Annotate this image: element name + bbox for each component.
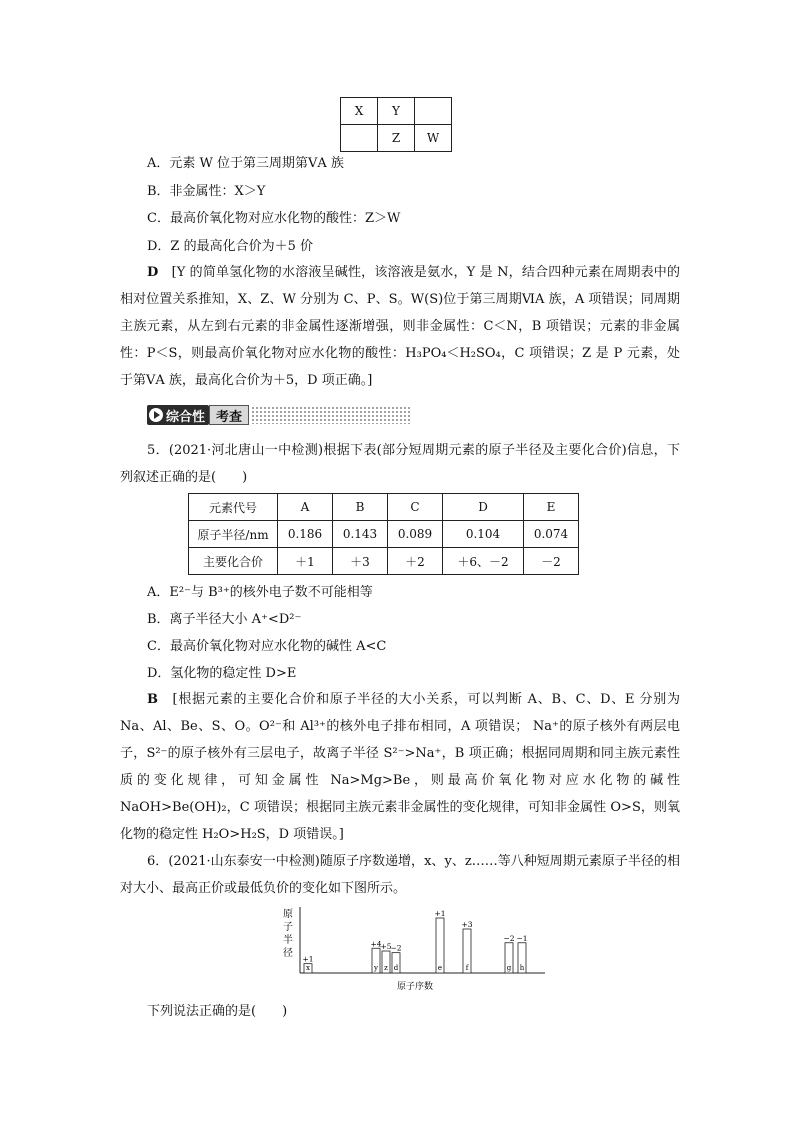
q4-answer-letter: D bbox=[147, 265, 159, 280]
q4-option-d: D．Z 的最高化合价为＋5 价 bbox=[147, 239, 313, 254]
bar-valence-label: −1 bbox=[516, 933, 528, 943]
bar-name-label: f bbox=[465, 964, 469, 972]
x-axis-label: 原子序数 bbox=[396, 982, 434, 992]
bar-valence-label: +1 bbox=[302, 954, 314, 964]
bar-name-label: x bbox=[306, 964, 310, 972]
q6-prompt: 下列说法正确的是( ) bbox=[147, 1004, 288, 1019]
y-axis-label-char: 径 bbox=[283, 948, 293, 959]
table-cell: 0.143 bbox=[333, 521, 388, 548]
y-axis-label-char: 子 bbox=[283, 922, 293, 933]
q5-answer-letter: B bbox=[147, 692, 158, 707]
table-cell: 0.074 bbox=[524, 521, 579, 548]
table-cell: 0.089 bbox=[388, 521, 443, 548]
bar-valence-label: +5 bbox=[380, 942, 392, 951]
table-cell: 主要化合价 bbox=[189, 548, 278, 575]
q5-answer-explanation bbox=[120, 686, 680, 848]
grid-cell: Z bbox=[378, 125, 415, 152]
table-row bbox=[189, 548, 579, 575]
section-label-left-text: 综合性 bbox=[166, 409, 206, 425]
q6-stem: 6．(2021·山东泰安一中检测)随原子序数递增，x、y、z……等八种短周期元素原子半径的相对大小、最高正价或最低负价的变化如下图所示。 bbox=[120, 854, 680, 896]
q4-option-b: B．非金属性：X＞Y bbox=[147, 184, 266, 199]
bar-valence-label: −2 bbox=[503, 933, 515, 943]
q4-option-c: C．最高价氧化物对应水化物的酸性：Z＞W bbox=[147, 211, 401, 226]
y-axis-label bbox=[283, 908, 293, 959]
q5-explanation-text: [根据元素的主要化合价和原子半径的大小关系，可以判断 A、B、C、D、E 分别为 Na、Al、Be、S、O。O²⁻和 Al³⁺的核外电子排布相同，A 项错误； Na⁺的原子核外有两层电子，S²⁻的原子核外有三层电子，故离子半径 S²⁻>Na⁺，B 项正确；根据同周期和同主族元素性质的变化规律，可知金属性 Na>Mg>Be，则最高价氧化物对应水化物的碱性 NaOH>Be(OH)₂，C 项错误；根据同主族元素非金属性的变化规律，可知非金属性 O>S，则氧化物的稳定性 H₂O>H₂S，D 项错误。] bbox=[120, 692, 680, 842]
bar-name-label: g bbox=[506, 964, 512, 972]
table-cell: 0.104 bbox=[443, 521, 524, 548]
q4-explanation-text: [Y 的简单氢化物的水溶液呈碱性，该溶液是氨水，Y 是 N，结合四种元素在周期表中的相对位置关系推知，X、Z、W 分别为 C、P、S。W(S)位于第三周期ⅥA 族，A 项错误；同周期主族元素，从左到右元素的非金属性逐渐增强，则非金属性：C＜N，B 项错误；元素的非金属性：P＜S，则最高价氧化物对应水化物的酸性：H₃PO₄＜H₂SO₄，C 项错误；Z 是 P 元素，处于第ⅤA 族，最高化合价为＋5，D 项正确。] bbox=[120, 265, 680, 388]
table-cell: B bbox=[333, 494, 388, 521]
q5-data-table bbox=[188, 493, 579, 575]
bar-name-label: d bbox=[393, 964, 399, 972]
play-icon bbox=[149, 408, 163, 422]
table-cell: 原子半径/nm bbox=[189, 521, 278, 548]
bar-valence-label: −2 bbox=[390, 943, 402, 953]
table-cell: －2 bbox=[524, 548, 579, 575]
section-label-left bbox=[147, 405, 209, 425]
section-header bbox=[147, 404, 411, 426]
grid-cell: X bbox=[341, 98, 378, 125]
table-row bbox=[189, 494, 579, 521]
table-cell: A bbox=[278, 494, 333, 521]
bar-valence-label: +4 bbox=[370, 939, 382, 949]
table-cell: 0.186 bbox=[278, 521, 333, 548]
q6-radius-figure bbox=[280, 905, 550, 995]
table-cell: ＋6、－2 bbox=[443, 548, 524, 575]
q4-answer-explanation bbox=[120, 259, 680, 394]
y-axis-label-char: 半 bbox=[283, 935, 293, 946]
q4-option-a: A．元素 W 位于第三周期第ⅤA 族 bbox=[147, 156, 344, 171]
grid-cell: Y bbox=[378, 98, 415, 125]
y-axis-label-char: 原 bbox=[283, 909, 293, 920]
bar-name-label: y bbox=[374, 964, 378, 972]
grid-cell bbox=[341, 125, 378, 152]
element-position-grid bbox=[340, 97, 452, 152]
bar-valence-label: +1 bbox=[434, 909, 446, 918]
table-cell: C bbox=[388, 494, 443, 521]
q5-option-b: B．离子半径大小 A⁺<D²⁻ bbox=[147, 612, 302, 627]
dotted-rule bbox=[251, 406, 411, 424]
q5-option-a: A．E²⁻与 B³⁺的核外电子数不可能相等 bbox=[147, 585, 373, 600]
table-cell: D bbox=[443, 494, 524, 521]
table-cell: 元素代号 bbox=[189, 494, 278, 521]
bar-group bbox=[302, 909, 527, 973]
q5-option-d: D．氢化物的稳定性 D>E bbox=[147, 666, 297, 681]
grid-cell bbox=[415, 98, 452, 125]
bar-name-label: e bbox=[437, 964, 443, 972]
bar-name-label: z bbox=[384, 964, 388, 972]
section-label-right: 考查 bbox=[209, 405, 249, 425]
table-cell: E bbox=[524, 494, 579, 521]
table-row bbox=[189, 521, 579, 548]
table-cell: ＋2 bbox=[388, 548, 443, 575]
q5-stem: 5．(2021·河北唐山一中检测)根据下表(部分短周期元素的原子半径及主要化合价)信息，下列叙述正确的是( ) bbox=[120, 443, 680, 485]
grid-cell: W bbox=[415, 125, 452, 152]
bar-name-label: h bbox=[519, 964, 525, 972]
bar-valence-label: +3 bbox=[461, 920, 473, 929]
q5-option-c: C．最高价氧化物对应水化物的碱性 A<C bbox=[147, 639, 387, 654]
table-cell: ＋3 bbox=[333, 548, 388, 575]
table-cell: ＋1 bbox=[278, 548, 333, 575]
